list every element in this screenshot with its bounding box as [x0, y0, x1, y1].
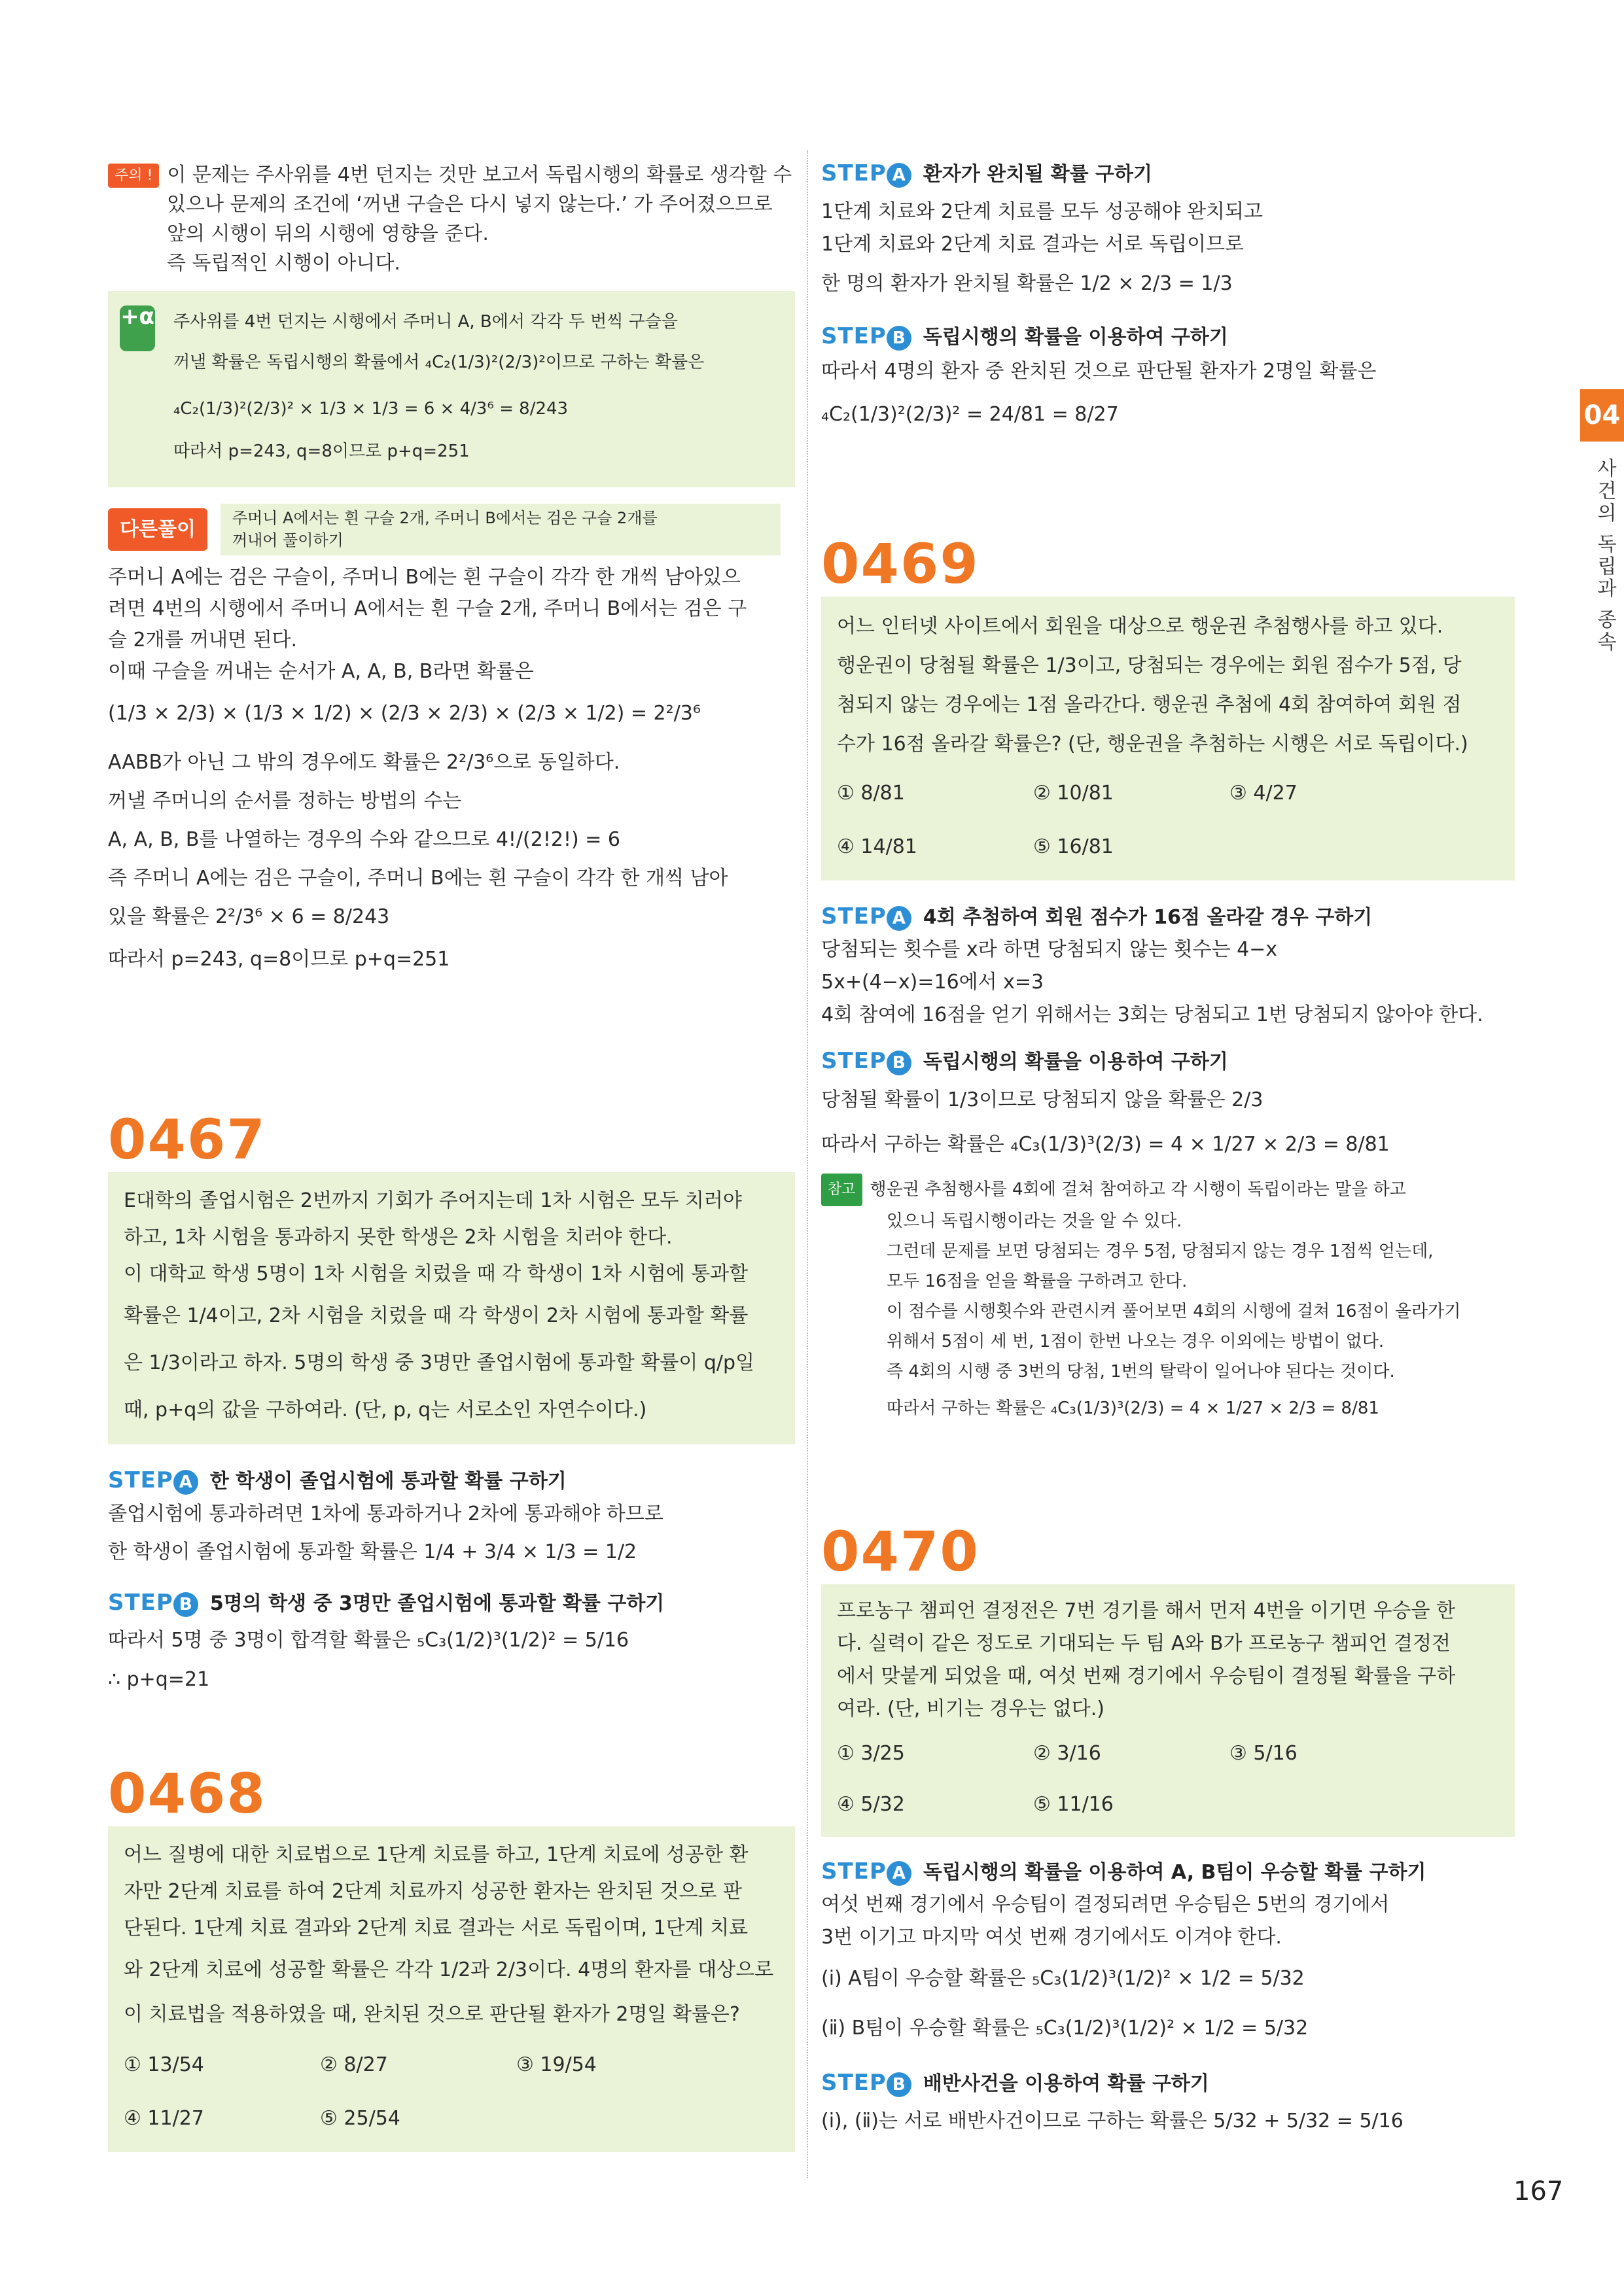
choice-5[interactable]: ⑤ 25/54 — [320, 2107, 400, 2130]
problem-line: 여라. (단, 비기는 경우는 없다.) — [837, 1697, 1104, 1720]
caution-tag: 주의 ! — [108, 164, 159, 188]
problem-line: 행운권이 당첨될 확률은 1/3이고, 당첨되는 경우에는 회원 점수가 5점, 당 — [837, 654, 1462, 677]
step-line: 1단계 치료와 2단계 치료를 모두 성공해야 완치되고 — [821, 200, 1263, 223]
step-line: 당첨되는 횟수를 x라 하면 당첨되지 않는 횟수는 4−x — [821, 938, 1278, 961]
problem-0469 — [821, 532, 1515, 1430]
step-b-badge: B — [887, 326, 911, 351]
step-word: STEP — [821, 2070, 887, 2096]
problem-0468 — [108, 1762, 795, 2152]
problem-line: E대학의 졸업시험은 2번까지 기회가 주어지는데 1차 시험은 모두 치러야 — [124, 1189, 742, 1212]
step-line: 따라서 4명의 환자 중 완치된 것으로 판단될 환자가 2명일 확률은 — [821, 360, 1377, 383]
choice-2[interactable]: ② 10/81 — [1033, 782, 1114, 805]
alt-formula: (1/3 × 2/3) × (1/3 × 1/2) × (2/3 × 2/3) × (2/3 × 1/2) = 2²/3⁶ — [108, 702, 701, 725]
step-line: 따라서 구하는 확률은 ₄C₃(1/3)³(2/3) = 4 × 1/27 × 2/3 = 8/81 — [821, 1133, 1390, 1156]
plus-line: 꺼낼 확률은 독립시행의 확률에서 ₄C₂(1/3)²(2/3)²이므로 구하는 확률은 — [173, 353, 705, 372]
problem-0470 — [821, 1520, 1515, 2143]
step-word: STEP — [821, 1048, 887, 1074]
ref-line: 있으니 독립시행이라는 것을 알 수 있다. — [887, 1211, 1182, 1231]
step-b-badge: B — [887, 1051, 911, 1075]
step-line: 졸업시험에 통과하려면 1차에 통과하거나 2차에 통과해야 하므로 — [108, 1503, 663, 1525]
choice-1[interactable]: ① 13/54 — [124, 2053, 204, 2076]
step-a — [821, 1855, 1515, 2053]
step-line: 당첨될 확률이 1/3이므로 당첨되지 않을 확률은 2/3 — [821, 1088, 1263, 1111]
alternative-solution — [108, 504, 795, 979]
ref-line: 모두 16점을 얻을 확률을 구하려고 한다. — [887, 1272, 1188, 1291]
problem-line: 이 치료법을 적용하였을 때, 완치된 것으로 판단될 환자가 2명일 확률은? — [124, 2003, 740, 2026]
alt-line: 따라서 p=243, q=8이므로 p+q=251 — [108, 948, 450, 971]
problem-line: 프로농구 챔피언 결정전은 7번 경기를 해서 먼저 4번을 이기면 우승을 한 — [837, 1599, 1455, 1622]
step-line: (ⅱ) B팀이 우승할 확률은 ₅C₃(1/2)³(1/2)² × 1/2 = 5/32 — [821, 2017, 1309, 2040]
page-number: 167 — [1513, 2176, 1564, 2206]
problem-box — [108, 1172, 795, 1444]
step-label: 4회 추첨하여 회원 점수가 16점 올라갈 경우 구하기 — [923, 906, 1373, 929]
problem-line: 에서 맞붙게 되었을 때, 여섯 번째 경기에서 우승팀이 결정될 확률을 구하 — [837, 1665, 1456, 1688]
step-word: STEP — [821, 323, 887, 349]
step-line: ₄C₂(1/3)²(2/3)² = 24/81 = 8/27 — [821, 403, 1119, 426]
step-label: 독립시행의 확률을 이용하여 구하기 — [923, 1051, 1228, 1073]
step-a-badge: A — [887, 1861, 911, 1886]
step-line: 1단계 치료와 2단계 치료 결과는 서로 독립이므로 — [821, 233, 1244, 256]
choice-4[interactable]: ④ 5/32 — [837, 1793, 905, 1816]
problem-box — [821, 597, 1515, 880]
alt-line: 이때 구슬을 꺼내는 순서가 A, A, B, B라면 확률은 — [108, 660, 534, 684]
problem-number: 0470 — [821, 1520, 980, 1584]
problem-line: 다. 실력이 같은 정도로 기대되는 두 팀 A와 B가 프로농구 챔피언 결정전 — [837, 1632, 1451, 1655]
step-line: 여섯 번째 경기에서 우승팀이 결정되려면 우승팀은 5번의 경기에서 — [821, 1893, 1390, 1916]
caution-line: 있으나 문제의 조건에 ‘꺼낸 구슬은 다시 넣지 않는다.’ 가 주어졌으므로 — [167, 193, 773, 216]
step-b — [821, 1045, 1515, 1167]
step-a-badge: A — [887, 163, 911, 188]
step-word: STEP — [821, 903, 887, 930]
problem-line: 와 2단계 치료에 성공할 확률은 각각 1/2과 2/3이다. 4명의 환자를 대상으로 — [124, 1958, 774, 1981]
problem-box — [821, 1584, 1515, 1837]
step-word: STEP — [108, 1590, 173, 1616]
problem-0467 — [108, 1107, 795, 1698]
step-word: STEP — [821, 1858, 887, 1885]
choice-5[interactable]: ⑤ 16/81 — [1033, 835, 1114, 858]
alt-subtitle-line: 주머니 A에서는 흰 구슬 2개, 주머니 B에서는 검은 구슬 2개를 — [232, 509, 658, 527]
caution-line: 즉 독립적인 시행이 아니다. — [167, 252, 400, 275]
alt-line: 슬 2개를 꺼내면 된다. — [108, 629, 298, 652]
plus-line: 주사위를 4번 던지는 시행에서 주머니 A, B에서 각각 두 번씩 구슬을 — [173, 312, 678, 332]
step-label: 한 학생이 졸업시험에 통과할 확률 구하기 — [209, 1470, 567, 1493]
ref-line: 이 점수를 시행횟수와 관련시켜 풀어보면 4회의 시행에 걸쳐 16점이 올라가기 — [887, 1302, 1461, 1321]
alt-line: 꺼낼 주머니의 순서를 정하는 방법의 수는 — [108, 790, 462, 813]
problem-line: 자만 2단계 치료를 하여 2단계 치료까지 성공한 환자는 완치된 것으로 판 — [124, 1880, 742, 1903]
problem-line: 수가 16점 올라갈 확률은? (단, 행운권을 추첨하는 시행은 서로 독립이다.) — [837, 733, 1468, 756]
step-line: 따라서 5명 중 3명이 합격할 확률은 ₅C₃(1/2)³(1/2)² = 5/16 — [108, 1629, 629, 1652]
alt-subtitle — [221, 504, 781, 555]
choice-2[interactable]: ② 8/27 — [320, 2053, 388, 2076]
step-word: STEP — [821, 160, 887, 186]
step-b-badge: B — [887, 2072, 911, 2097]
step-b — [821, 2066, 1515, 2143]
step-label: 독립시행의 확률을 이용하여 A, B팀이 우승할 확률 구하기 — [923, 1861, 1426, 1884]
column-divider — [807, 150, 808, 2178]
alt-line: 려면 4번의 시행에서 주머니 A에서는 흰 구슬 2개, 주머니 B에서는 검은 구 — [108, 597, 747, 621]
step-line: 3번 이기고 마지막 여섯 번째 경기에서도 이겨야 한다. — [821, 1926, 1282, 1949]
ref-line: 즉 4회의 시행 중 3번의 당첨, 1번의 탈락이 일어나야 된다는 것이다. — [887, 1362, 1395, 1382]
choice-3[interactable]: ③ 4/27 — [1229, 782, 1297, 805]
choice-3[interactable]: ③ 5/16 — [1229, 1742, 1297, 1765]
step-label: 배반사건을 이용하여 확률 구하기 — [923, 2072, 1209, 2095]
choices — [837, 1732, 1499, 1826]
problem-number: 0467 — [108, 1107, 266, 1172]
problem-line: 어느 질병에 대한 치료법으로 1단계 치료를 하고, 1단계 치료에 성공한 환 — [124, 1843, 749, 1866]
step-a-badge: A — [173, 1470, 198, 1495]
solution-0468 — [821, 157, 1515, 440]
problem-line: 첨되지 않는 경우에는 1점 올라간다. 행운권 추첨에 4회 참여하여 회원 점 — [837, 693, 1462, 716]
step-b-badge: B — [173, 1592, 198, 1617]
alt-line: A, A, B, B를 나열하는 경우의 수와 같으므로 4!/(2!2!) = 6 — [108, 828, 620, 852]
problem-line: 이 대학교 학생 5명이 1차 시험을 치렀을 때 각 학생이 1차 시험에 통과할 — [124, 1262, 749, 1285]
problem-number: 0468 — [108, 1762, 266, 1826]
choice-4[interactable]: ④ 14/81 — [837, 835, 917, 858]
step-a-badge: A — [887, 906, 911, 931]
choice-1[interactable]: ① 3/25 — [837, 1742, 905, 1765]
step-line: 한 학생이 졸업시험에 통과할 확률은 1/4 + 3/4 × 1/3 = 1/2 — [108, 1540, 637, 1563]
problem-line: 확률은 1/4이고, 2차 시험을 치렀을 때 각 학생이 2차 시험에 통과할 확률 — [124, 1304, 749, 1327]
step-line: ∴ p+q=21 — [108, 1668, 210, 1691]
plus-formula: ₄C₂(1/3)²(2/3)² × 1/3 × 1/3 = 6 × 4/3⁶ = 8/243 — [173, 399, 569, 419]
chapter-tab: 04 — [1580, 389, 1624, 442]
problem-line: 어느 인터넷 사이트에서 회원을 대상으로 행운권 추첨행사를 하고 있다. — [837, 615, 1443, 638]
caution-line: 이 문제는 주사위를 4번 던지는 것만 보고서 독립시행의 확률로 생각할 수 — [167, 164, 792, 186]
step-line: 한 명의 환자가 완치될 확률은 1/2 × 2/3 = 1/3 — [821, 272, 1233, 295]
choice-1[interactable]: ① 8/81 — [837, 782, 905, 805]
step-line: (ⅰ) A팀이 우승할 확률은 ₅C₃(1/2)³(1/2)² × 1/2 = 5/32 — [821, 1967, 1305, 1990]
step-b — [108, 1586, 795, 1698]
ref-line: 그런데 문제를 보면 당첨되는 경우 5점, 당첨되지 않는 경우 1점씩 얻는데, — [887, 1242, 1434, 1261]
ref-line: 행운권 추첨행사를 4회에 걸쳐 참여하고 각 시행이 독립이라는 말을 하고 — [870, 1179, 1406, 1200]
problem-number: 0469 — [821, 532, 980, 596]
chapter-title: 사건의 독립과 종속 — [1593, 458, 1616, 654]
caution-line: 앞의 시행이 뒤의 시행에 영향을 준다. — [167, 222, 489, 245]
alt-line: 즉 주머니 A에는 검은 구슬이, 주머니 B에는 흰 구슬이 각각 한 개씩 남아 — [108, 867, 728, 890]
choice-2[interactable]: ② 3/16 — [1033, 1742, 1101, 1765]
problem-box — [108, 1826, 795, 2152]
reference-tag: 참고 — [821, 1174, 862, 1206]
step-label: 독립시행의 확률을 이용하여 구하기 — [923, 326, 1228, 349]
step-line: 4회 참여에 16점을 얻기 위해서는 3회는 당첨되고 1번 당첨되지 않아야 한다. — [821, 1003, 1483, 1026]
plus-alpha-icon: +α — [120, 305, 155, 351]
choice-4[interactable]: ④ 11/27 — [124, 2107, 204, 2130]
plus-line: 따라서 p=243, q=8이므로 p+q=251 — [173, 442, 470, 461]
problem-line: 때, p+q의 값을 구하여라. (단, p, q는 서로소인 자연수이다.) — [124, 1399, 647, 1421]
choice-3[interactable]: ③ 19/54 — [516, 2053, 597, 2076]
problem-line: 단된다. 1단계 치료 결과와 2단계 치료 결과는 서로 독립이며, 1단계 치료 — [124, 1917, 749, 1939]
step-label: 환자가 완치될 확률 구하기 — [923, 163, 1152, 186]
step-word: STEP — [108, 1467, 173, 1493]
reference-note — [821, 1174, 1515, 1430]
caution-note — [108, 160, 795, 278]
alt-line: 주머니 A에는 검은 구슬이, 주머니 B에는 흰 구슬이 각각 한 개씩 남아있으 — [108, 566, 741, 589]
choice-5[interactable]: ⑤ 11/16 — [1033, 1793, 1114, 1816]
plus-alpha-box — [108, 291, 795, 487]
ref-line: 따라서 구하는 확률은 ₄C₃(1/3)³(2/3) = 4 × 1/27 × 2/3 = 8/81 — [887, 1399, 1379, 1418]
step-line: (ⅰ), (ⅱ)는 서로 배반사건이므로 구하는 확률은 5/32 + 5/32 = 5/16 — [821, 2110, 1403, 2132]
alt-line: 있을 확률은 2²/3⁶ × 6 = 8/243 — [108, 905, 390, 929]
choices — [124, 2042, 779, 2142]
step-a — [821, 900, 1515, 1032]
alt-line: AABB가 아닌 그 밖의 경우에도 확률은 2²/3⁶으로 동일하다. — [108, 751, 620, 774]
ref-line: 위해서 5점이 세 번, 1점이 한번 나오는 경우 이외에는 방법이 없다. — [887, 1332, 1385, 1351]
step-label: 5명의 학생 중 3명만 졸업시험에 통과할 확률 구하기 — [209, 1592, 665, 1615]
step-a — [108, 1464, 795, 1573]
alt-subtitle-line: 꺼내어 풀이하기 — [232, 531, 344, 549]
step-line: 5x+(4−x)=16에서 x=3 — [821, 971, 1044, 994]
choices — [837, 771, 1499, 870]
problem-line: 하고, 1차 시험을 통과하지 못한 학생은 2차 시험을 치러야 한다. — [124, 1226, 673, 1249]
problem-line: 은 1/3이라고 하자. 5명의 학생 중 3명만 졸업시험에 통과할 확률이 q/p일 — [124, 1351, 755, 1374]
alt-solution-tag: 다른풀이 — [108, 508, 207, 551]
